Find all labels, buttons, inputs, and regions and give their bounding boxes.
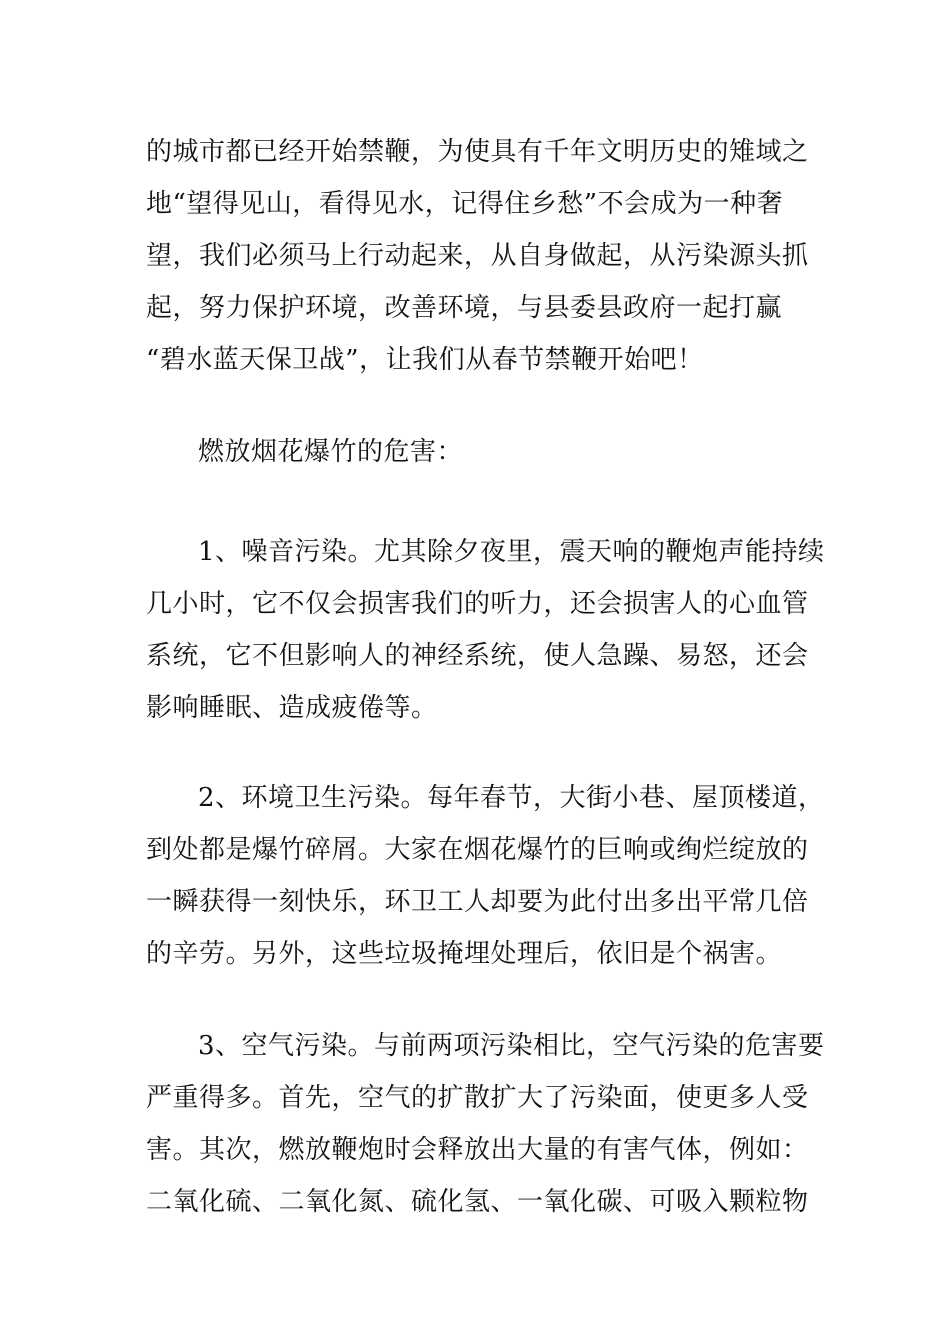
paragraph-air-pollution xyxy=(146,1020,825,1228)
paragraph-intro xyxy=(146,126,809,386)
text-line: 二氧化硫、二氧化氮、硫化氢、一氧化碳、可吸入颗粒物 xyxy=(146,1187,809,1217)
text-line: 望，我们必须马上行动起来，从自身做起，从污染源头抓 xyxy=(146,241,809,271)
section-heading: 燃放烟花爆竹的危害： xyxy=(198,437,464,467)
text-line: “碧水蓝天保卫战”，让我们从春节禁鞭开始吧！ xyxy=(146,345,704,375)
text-line: 起，努力保护环境，改善环境，与县委县政府一起打赢 xyxy=(146,293,783,323)
text-line: 的辛劳。另外，这些垃圾掩埋处理后，依旧是个祸害。 xyxy=(146,939,783,969)
text-line: 3、空气污染。与前两项污染相比，空气污染的危害要 xyxy=(198,1031,825,1061)
text-line: 一瞬获得一刻快乐，环卫工人却要为此付出多出平常几倍 xyxy=(146,887,809,917)
text-line: 2、环境卫生污染。每年春节，大街小巷、屋顶楼道， xyxy=(198,783,825,813)
text-line: 系统，它不但影响人的神经系统，使人急躁、易怒，还会 xyxy=(146,641,809,671)
paragraph-hazards-heading xyxy=(146,426,806,478)
text-line: 到处都是爆竹碎屑。大家在烟花爆竹的巨响或绚烂绽放的 xyxy=(146,835,809,865)
text-line: 地“望得见山，看得见水，记得住乡愁”不会成为一种奢 xyxy=(146,189,784,219)
text-line: 1、噪音污染。尤其除夕夜里，震天响的鞭炮声能持续 xyxy=(198,537,825,567)
paragraph-sanitation-pollution xyxy=(146,772,825,980)
paragraph-noise-pollution xyxy=(146,526,825,734)
text-line: 的城市都已经开始禁鞭，为使具有千年文明历史的雉域之 xyxy=(146,137,809,167)
text-line: 几小时，它不仅会损害我们的听力，还会损害人的心血管 xyxy=(146,589,809,619)
text-line: 严重得多。首先，空气的扩散扩大了污染面，使更多人受 xyxy=(146,1083,809,1113)
text-line: 害。其次，燃放鞭炮时会释放出大量的有害气体，例如： xyxy=(146,1135,809,1165)
text-line: 影响睡眠、造成疲倦等。 xyxy=(146,693,438,723)
